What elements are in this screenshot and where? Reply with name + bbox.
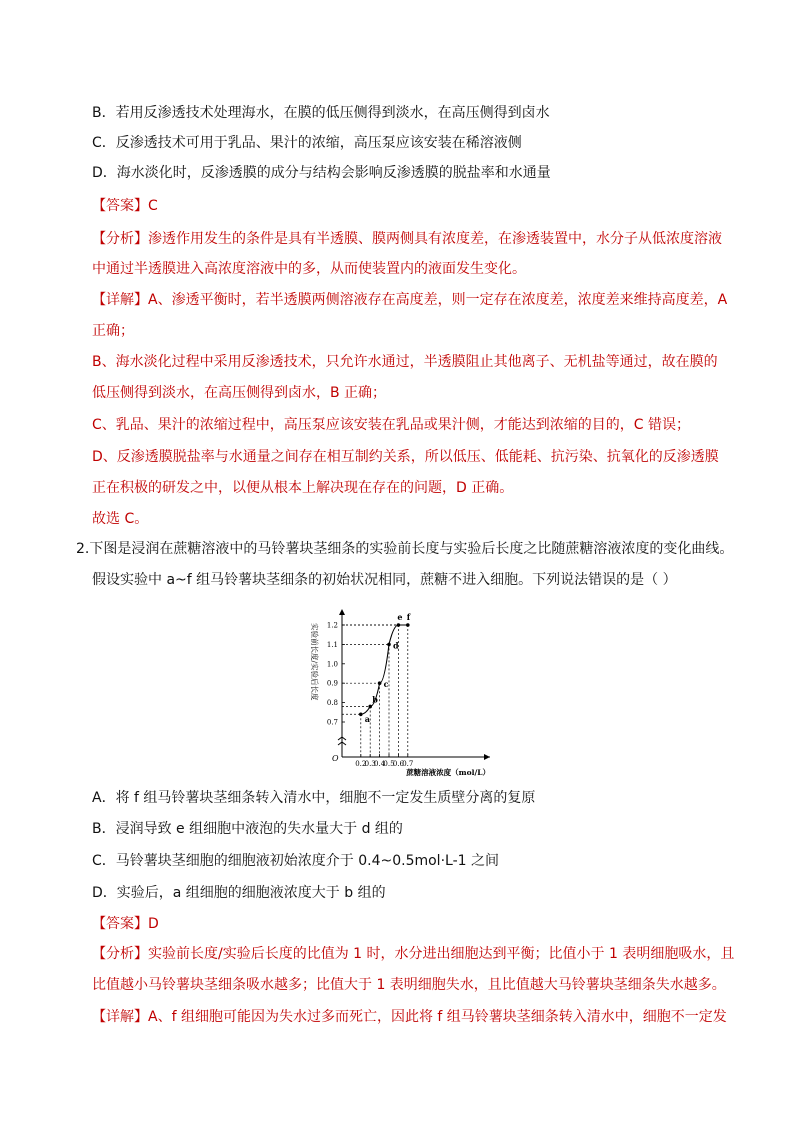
- data-point-a: [359, 712, 363, 716]
- q2-detail-line-1: [92, 1008, 727, 1026]
- q2-analysis-line-2: 比值越小马铃薯块茎细条吸水越多；比值大于 1 表明细胞失水，且比值越大马铃薯块茎细条失水越多。: [92, 977, 726, 993]
- series-line: [361, 625, 408, 714]
- x-tick-label: 0.2: [355, 760, 367, 768]
- x-tick-label: 0.4: [374, 760, 386, 768]
- origin-label: O: [332, 754, 339, 763]
- x-tick-label: 0.6: [392, 760, 404, 768]
- x-tick-label: 0.5: [383, 760, 395, 768]
- q2-option-c: C．马铃薯块茎细胞的细胞液初始浓度介于 0.4~0.5mol·L-1 之间: [92, 853, 499, 869]
- chart-svg: [300, 605, 500, 780]
- y-tick-label: 0.8: [326, 699, 338, 708]
- ratio-curve-chart: [300, 605, 500, 780]
- q2-option-a: A．将 f 组马铃薯块茎细条转入清水中，细胞不一定发生质壁分离的复原: [92, 790, 536, 806]
- detail-tag: 【详解】: [92, 292, 148, 308]
- x-axis-title: 蔗糖溶液浓度（mol/L）: [406, 768, 490, 777]
- x-axis-arrow: [484, 754, 490, 760]
- point-label-f: f: [406, 612, 411, 622]
- data-point-d: [387, 643, 391, 647]
- detail-text: A、渗透平衡时，若半透膜两侧溶液存在高度差，则一定存在浓度差，浓度差来维持高度差，A: [148, 292, 728, 308]
- answer-value: D: [148, 916, 159, 932]
- q2-stem-line-1: 2.下图是浸润在蔗糖溶液中的马铃薯块茎细条的实验前长度与实验后长度之比随蔗糖溶液浓度的变化曲线。: [76, 541, 734, 557]
- q1-option-c: C．反渗透技术可用于乳品、果汁的浓缩，高压泵应该安装在稀溶液侧: [92, 135, 522, 151]
- y-tick-label: 0.7: [326, 718, 338, 727]
- q1-detail-line-5: C、乳品、果汁的浓缩过程中，高压泵应该安装在乳品或果汁侧，才能达到浓缩的目的，C 错误；: [92, 417, 690, 433]
- q1-option-b: B．若用反渗透技术处理海水，在膜的低压侧得到淡水，在高压侧得到卤水: [92, 105, 550, 121]
- analysis-text: 渗透作用发生的条件是具有半透膜、膜两侧具有浓度差，在渗透装置中，水分子从低浓度溶液: [148, 231, 722, 247]
- data-point-e: [397, 623, 401, 627]
- q2-answer-line: [92, 915, 159, 933]
- point-label-d: d: [393, 640, 399, 651]
- answer-tag: 【答案】: [92, 198, 148, 214]
- q1-detail-line-3: B、海水淡化过程中采用反渗透技术，只允许水通过，半透膜阻止其他离子、无机盐等通过，故在膜的: [92, 354, 718, 370]
- q1-detail-line-1: [92, 291, 727, 309]
- detail-tag: 【详解】: [92, 1009, 148, 1025]
- q1-detail-line-8: 故选 C。: [92, 511, 149, 527]
- point-label-b: b: [372, 694, 378, 705]
- q2-analysis-line-1: [92, 945, 734, 963]
- y-tick-label: 1.2: [326, 621, 338, 630]
- analysis-tag: 【分析】: [92, 946, 148, 962]
- point-label-e: e: [397, 612, 403, 622]
- y-axis-title: 实验前长度/实验后长度: [310, 623, 319, 701]
- q2-stem-line-2: 假设实验中 a~f 组马铃薯块茎细条的初始状况相同，蔗糖不进入细胞。下列说法错误的是（ ）: [92, 572, 677, 588]
- point-label-c: c: [383, 679, 389, 690]
- answer-value: C: [148, 198, 158, 214]
- answer-tag: 【答案】: [92, 916, 148, 932]
- q1-detail-line-7: 正在积极的研发之中，以便从根本上解决现在存在的问题，D 正确。: [92, 480, 514, 496]
- analysis-tag: 【分析】: [92, 231, 148, 247]
- x-tick-label: 0.3: [364, 760, 376, 768]
- y-axis-arrow: [339, 609, 345, 615]
- q2-option-b: B．浸润导致 e 组细胞中液泡的失水量大于 d 组的: [92, 821, 403, 837]
- y-tick-label: 1.0: [326, 660, 338, 669]
- q1-analysis-line-2: 中通过半透膜进入高浓度溶液中的多，从而使装置内的液面发生变化。: [92, 261, 526, 277]
- data-point-c: [378, 681, 382, 685]
- q1-option-d: D．海水淡化时，反渗透膜的成分与结构会影响反渗透膜的脱盐率和水通量: [92, 165, 551, 181]
- q1-answer-line: [92, 197, 158, 215]
- detail-text: A、f 组细胞可能因为失水过多而死亡，因此将 f 组马铃薯块茎细条转入清水中，细胞不一定发: [148, 1009, 727, 1025]
- y-tick-label: 1.1: [326, 640, 338, 649]
- data-point-f: [406, 623, 410, 627]
- y-tick-label: 0.9: [326, 679, 338, 688]
- point-label-a: a: [364, 714, 370, 725]
- q1-detail-line-6: D、反渗透膜脱盐率与水通量之间存在相互制约关系，所以低压、低能耗、抗污染、抗氧化的反渗透膜: [92, 449, 719, 465]
- q1-analysis-line-1: [92, 230, 722, 248]
- x-tick-label: 0.7: [402, 760, 414, 768]
- analysis-text: 实验前长度/实验后长度的比值为 1 时，水分进出细胞达到平衡；比值小于 1 表明细胞吸水，且: [148, 946, 735, 962]
- q1-detail-line-2: 正确；: [92, 323, 134, 339]
- data-point-b: [368, 705, 372, 709]
- q2-option-d: D．实验后，a 组细胞的细胞液浓度大于 b 组的: [92, 885, 386, 901]
- q1-detail-line-4: 低压侧得到淡水，在高压侧得到卤水，B 正确；: [92, 385, 387, 401]
